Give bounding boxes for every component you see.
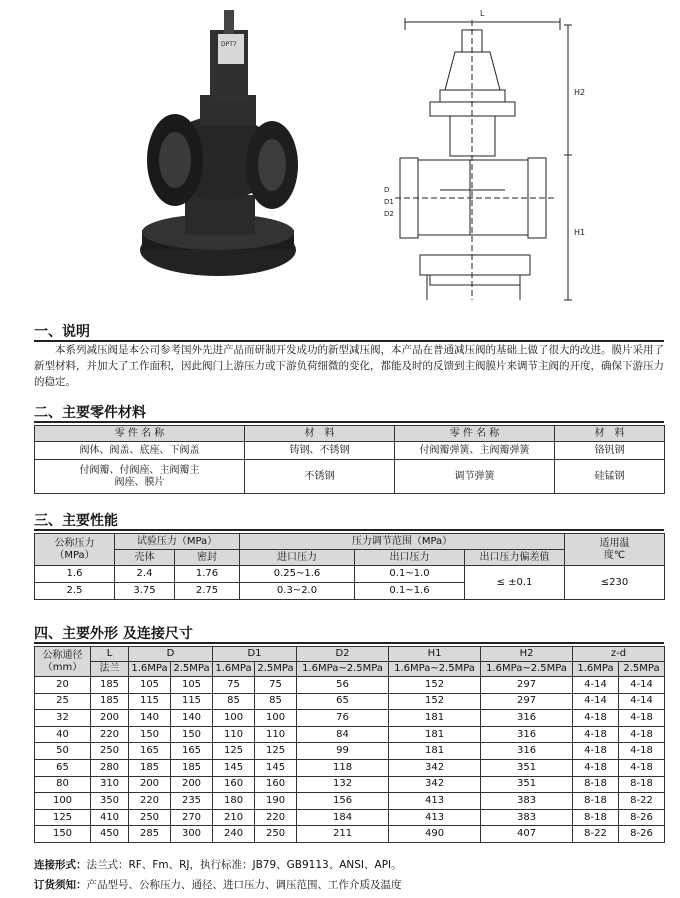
table-row (35, 776, 665, 793)
table-cell: 3.75 (115, 583, 175, 600)
section3-title: 三、主要性能 (34, 513, 118, 529)
table-cell: 100 (35, 793, 91, 810)
table-cell: 184 (297, 809, 389, 826)
table-cell: 0.25~1.6 (240, 566, 355, 583)
table-row (35, 743, 665, 760)
table-cell: 4-18 (619, 743, 665, 760)
table-cell: 118 (297, 759, 389, 776)
section4-title: 四、主要外形 及连接尺寸 (34, 626, 193, 642)
table-cell: 181 (389, 726, 481, 743)
table-cell: 410 (91, 809, 129, 826)
table-cell: 8-18 (573, 809, 619, 826)
perf-header-out: 出口压力 (355, 550, 465, 566)
dim-header-p25: 2.5MPa (171, 662, 213, 677)
table-cell: 152 (389, 677, 481, 694)
table-cell: 4-18 (573, 710, 619, 727)
table-cell: 8-18 (573, 776, 619, 793)
table-cell: 4-18 (573, 743, 619, 760)
materials-header: 材 料 (245, 426, 395, 442)
dim-header-L: L (91, 647, 129, 662)
table-cell: 1.76 (175, 566, 240, 583)
valve-photo (140, 10, 298, 276)
table-cell: 25 (35, 693, 91, 710)
dim-header-prange: 1.6MPa~2.5MPa (297, 662, 389, 677)
table-cell: 2.5 (35, 583, 115, 600)
dim-D2-label: D2 (384, 210, 394, 218)
table-cell: 150 (171, 726, 213, 743)
table-cell: ≤ ±0.1 (465, 566, 565, 600)
table-cell: 40 (35, 726, 91, 743)
table-cell: 140 (129, 710, 171, 727)
table-cell: 180 (213, 793, 255, 810)
dim-header-p25: 2.5MPa (255, 662, 297, 677)
table-cell: 0.1~1.6 (355, 583, 465, 600)
table-cell: 160 (255, 776, 297, 793)
materials-header: 材 料 (555, 426, 665, 442)
table-cell: 8-26 (619, 826, 665, 843)
dim-header-H2: H2 (481, 647, 573, 662)
table-cell: 125 (255, 743, 297, 760)
table-cell: 316 (481, 743, 573, 760)
table-cell: 407 (481, 826, 573, 843)
dim-D1-label: D1 (384, 198, 394, 206)
section3-rule (34, 529, 664, 531)
table-cell: 132 (297, 776, 389, 793)
table-cell: 383 (481, 793, 573, 810)
table-cell: 185 (91, 677, 129, 694)
table-cell: 250 (255, 826, 297, 843)
performance-table (34, 533, 665, 600)
table-cell: 240 (213, 826, 255, 843)
dim-header-D2: D2 (297, 647, 389, 662)
dim-header-p16: 1.6MPa (129, 662, 171, 677)
table-cell: 342 (389, 776, 481, 793)
table-cell: 145 (213, 759, 255, 776)
table-cell: 8-18 (573, 793, 619, 810)
table-cell: 185 (91, 693, 129, 710)
table-cell: 65 (35, 759, 91, 776)
table-cell: 220 (129, 793, 171, 810)
dim-header-H1: H1 (389, 647, 481, 662)
table-cell: 100 (255, 710, 297, 727)
table-row (35, 693, 665, 710)
table-cell: 84 (297, 726, 389, 743)
table-row (35, 566, 665, 583)
table-row (35, 793, 665, 810)
table-row (35, 759, 665, 776)
table-cell: 110 (255, 726, 297, 743)
table-cell: 65 (297, 693, 389, 710)
table-cell: 210 (213, 809, 255, 826)
figures-area (0, 0, 680, 310)
table-cell: 165 (129, 743, 171, 760)
table-cell: 150 (35, 826, 91, 843)
section2-title: 二、主要零件材料 (34, 405, 146, 421)
table-cell: 76 (297, 710, 389, 727)
table-row (35, 809, 665, 826)
table-cell: 185 (129, 759, 171, 776)
dim-header-D: D (129, 647, 213, 662)
table-cell: 4-14 (573, 693, 619, 710)
table-cell: 125 (213, 743, 255, 760)
table-cell: 4-14 (619, 693, 665, 710)
table-cell: 调节弹簧 (395, 460, 555, 494)
table-cell: 80 (35, 776, 91, 793)
table-cell: 413 (389, 809, 481, 826)
table-cell: 20 (35, 677, 91, 694)
table-cell: 297 (481, 677, 573, 694)
table-cell: 硅锰钢 (555, 460, 665, 494)
section1-title: 一、说明 (34, 324, 90, 340)
perf-header-seal: 密封 (175, 550, 240, 566)
table-cell: 250 (129, 809, 171, 826)
table-row (35, 726, 665, 743)
table-cell: 285 (129, 826, 171, 843)
dim-H1-label: H1 (574, 228, 586, 237)
table-cell: 110 (213, 726, 255, 743)
perf-header-dev: 出口压力偏差值 (465, 550, 565, 566)
table-cell: 413 (389, 793, 481, 810)
dim-header-prange: 1.6MPa~2.5MPa (389, 662, 481, 677)
materials-header: 零 件 名 称 (35, 426, 245, 442)
table-cell: 342 (389, 759, 481, 776)
perf-header-range: 压力调节范围（MPa） (240, 534, 565, 550)
table-cell: 152 (389, 693, 481, 710)
dim-header-D1: D1 (213, 647, 297, 662)
table-cell: 105 (171, 677, 213, 694)
table-cell: 450 (91, 826, 129, 843)
table-cell: 300 (171, 826, 213, 843)
table-cell: 4-14 (619, 677, 665, 694)
dim-header-p16: 1.6MPa (573, 662, 619, 677)
dim-L-label: L (480, 9, 485, 18)
table-cell: 99 (297, 743, 389, 760)
table-cell: 铸钢、不锈钢 (245, 442, 395, 460)
table-cell: 156 (297, 793, 389, 810)
table-cell: 56 (297, 677, 389, 694)
ordering-text: 产品型号、公称压力、通径、进口压力、调压范围、工作介质及温度 (86, 879, 402, 891)
table-cell: 4-18 (573, 759, 619, 776)
table-cell: 2.75 (175, 583, 240, 600)
table-cell: 220 (255, 809, 297, 826)
connection-text: 法兰式：RF、Fm、RJ，执行标准：JB79、GB9113、ANSI、API。 (86, 859, 402, 871)
table-cell: 181 (389, 710, 481, 727)
table-cell: 8-22 (619, 793, 665, 810)
table-cell: 2.4 (115, 566, 175, 583)
table-cell: 351 (481, 759, 573, 776)
table-cell: 211 (297, 826, 389, 843)
perf-header-temp: 适用温度℃ (565, 534, 665, 566)
table-cell: 0.3~2.0 (240, 583, 355, 600)
ordering-label: 订货须知： (34, 879, 87, 891)
table-cell: 115 (129, 693, 171, 710)
table-cell: 铬钒钢 (555, 442, 665, 460)
table-cell: 1.6 (35, 566, 115, 583)
table-cell: 316 (481, 710, 573, 727)
table-cell: 280 (91, 759, 129, 776)
table-cell: 316 (481, 726, 573, 743)
table-row (35, 442, 665, 460)
dim-header-flange: 法兰 (91, 662, 129, 677)
table-cell: 185 (171, 759, 213, 776)
connection-label: 连接形式： (34, 859, 87, 871)
table-cell: 付阀瓣弹簧、主阀瓣弹簧 (395, 442, 555, 460)
table-cell: 75 (213, 677, 255, 694)
perf-header-test: 试验压力（MPa） (115, 534, 240, 550)
table-cell: 490 (389, 826, 481, 843)
table-cell: 200 (91, 710, 129, 727)
table-cell: 383 (481, 809, 573, 826)
dim-H2-label: H2 (574, 88, 586, 97)
valve-drawing (395, 18, 572, 300)
ordering-line (34, 877, 402, 892)
section1-body: 本系列减压阀是本公司参考国外先进产品而研制开发成功的新型减压阀，本产品在普通减压阀的基础上做了很大的改进。膜片采用了新型材料，并加大了工作面积，因此阀门上游压力或下游负荷细微的变化，都能及时的反馈到主阀膜片来调节主阀的开度，确保下游压力的稳定。 (34, 344, 664, 388)
table-cell: 50 (35, 743, 91, 760)
dim-D-label: D (384, 186, 390, 194)
table-cell: 0.1~1.0 (355, 566, 465, 583)
table-row (35, 826, 665, 843)
dim-header-dn: 公称通径（mm） (35, 647, 91, 677)
table-cell: 200 (129, 776, 171, 793)
table-cell: 75 (255, 677, 297, 694)
section4-rule (34, 642, 664, 644)
table-cell: 32 (35, 710, 91, 727)
materials-header: 零 件 名 称 (395, 426, 555, 442)
table-cell: 115 (171, 693, 213, 710)
table-cell: 235 (171, 793, 213, 810)
perf-header-shell: 壳体 (115, 550, 175, 566)
table-row (35, 460, 665, 494)
connection-line (34, 857, 402, 872)
table-cell: 125 (35, 809, 91, 826)
table-cell: 220 (91, 726, 129, 743)
table-row (35, 710, 665, 727)
table-cell: 351 (481, 776, 573, 793)
dimensions-table-body (35, 677, 665, 843)
table-cell: 4-18 (573, 726, 619, 743)
table-cell: 付阀瓣、付阀座、主阀瓣主阀座、膜片 (35, 460, 245, 494)
table-cell: 250 (91, 743, 129, 760)
table-cell: 165 (171, 743, 213, 760)
perf-header-nominal: 公称压力（MPa） (35, 534, 115, 566)
table-cell: 350 (91, 793, 129, 810)
table-cell: 190 (255, 793, 297, 810)
table-cell: 160 (213, 776, 255, 793)
dim-header-p16: 1.6MPa (213, 662, 255, 677)
table-cell: 8-18 (619, 776, 665, 793)
dim-header-prange: 1.6MPa~2.5MPa (481, 662, 573, 677)
materials-table (34, 425, 665, 494)
photo-brand-label: DPT7 (221, 41, 237, 48)
dimensions-table (34, 646, 665, 843)
section2-rule (34, 421, 664, 423)
table-cell: 150 (129, 726, 171, 743)
table-cell: ≤230 (565, 566, 665, 600)
table-cell: 85 (255, 693, 297, 710)
table-cell: 105 (129, 677, 171, 694)
table-cell: 阀体、阀盖、底座、下阀盖 (35, 442, 245, 460)
table-row (35, 677, 665, 694)
table-cell: 270 (171, 809, 213, 826)
dim-header-p25: 2.5MPa (619, 662, 665, 677)
table-cell: 8-26 (619, 809, 665, 826)
table-cell: 不锈钢 (245, 460, 395, 494)
table-cell: 4-18 (619, 759, 665, 776)
table-cell: 181 (389, 743, 481, 760)
perf-header-in: 进口压力 (240, 550, 355, 566)
table-cell: 100 (213, 710, 255, 727)
table-cell: 140 (171, 710, 213, 727)
dim-header-zd: z-d (573, 647, 665, 662)
table-cell: 310 (91, 776, 129, 793)
table-cell: 85 (213, 693, 255, 710)
table-cell: 297 (481, 693, 573, 710)
table-cell: 8-22 (573, 826, 619, 843)
table-cell: 145 (255, 759, 297, 776)
table-cell: 4-18 (619, 710, 665, 727)
table-cell: 4-18 (619, 726, 665, 743)
table-cell: 4-14 (573, 677, 619, 694)
table-cell: 200 (171, 776, 213, 793)
